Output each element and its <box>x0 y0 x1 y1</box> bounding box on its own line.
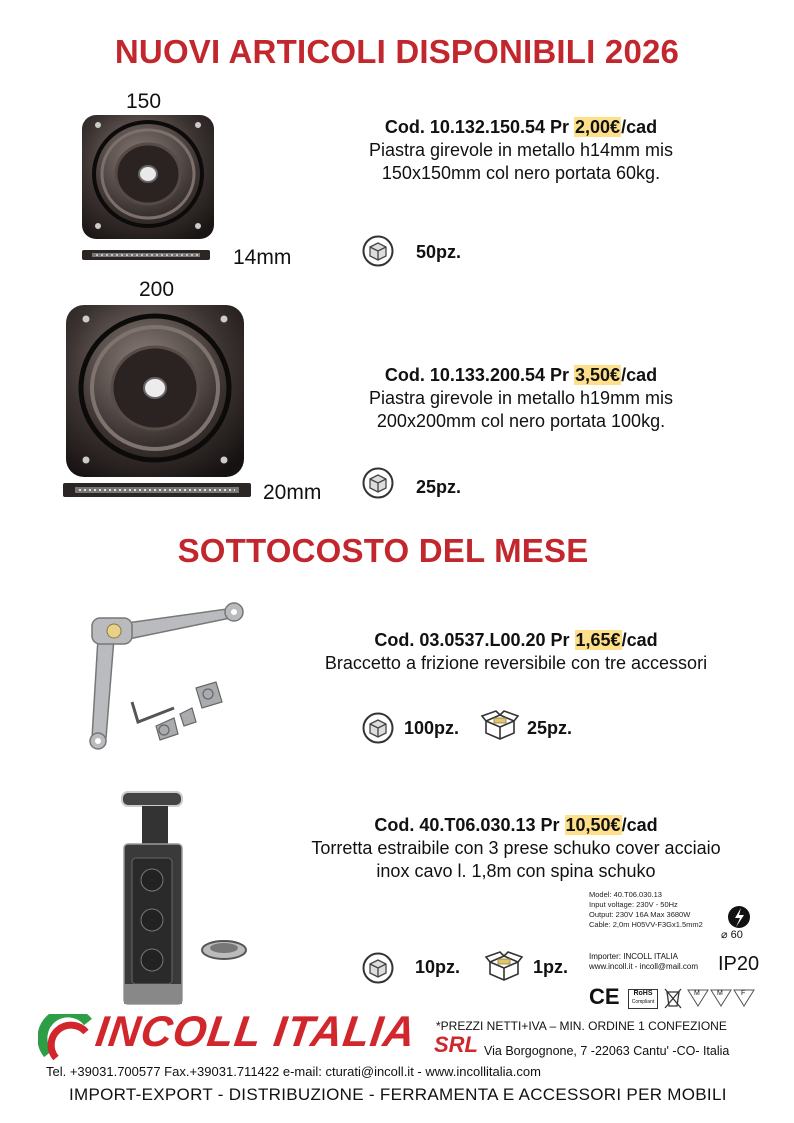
footer-tagline: IMPORT-EXPORT - DISTRIBUZIONE - FERRAMENTA E ACCESSORI PER MOBILI <box>69 1085 727 1104</box>
product-3-text <box>266 629 766 675</box>
product-4-qty-carton: 1pz. <box>533 957 569 977</box>
label-cable: Cable: 2,0m H05VV-F3Gx1.5mm2 <box>589 920 703 929</box>
section-title-sottocosto: SOTTOCOSTO DEL MESE <box>177 532 589 569</box>
product-4-text <box>266 814 766 883</box>
footer-price-note: *PREZZI NETTI+IVA – MIN. ORDINE 1 CONFEZIONE <box>436 1019 727 1033</box>
product-label-specs <box>589 890 703 930</box>
product-3-qty-carton: 25pz. <box>527 718 573 738</box>
footer-address: Via Borgognone, 7 -22063 Cantu' -CO- Italia <box>484 1044 730 1058</box>
label-diameter: ⌀ 60 <box>721 929 743 941</box>
box-icon <box>362 467 394 499</box>
product-2-desc-line1: Piastra girevole in metallo h19mm mis <box>368 388 674 408</box>
weee-bin-icon <box>662 986 684 1010</box>
box-icon <box>362 952 394 984</box>
height-label-14mm: 14mm <box>233 246 292 269</box>
product-4-qty-box: 10pz. <box>415 957 461 977</box>
product-1-price: 2,00€ <box>575 117 621 137</box>
label-ip-rating: IP20 <box>718 953 760 975</box>
product-2-price: 3,50€ <box>575 365 621 385</box>
product-4-desc-line2: inox cavo l. 1,8m con spina schuko <box>376 861 656 881</box>
product-1-text <box>316 116 726 185</box>
swivel-plate-200-image <box>62 302 248 480</box>
label-web: www.incoll.it - incoll@mail.com <box>589 962 699 971</box>
rohs-mark: RoHS Compliant <box>628 989 658 1009</box>
product-1-code: Cod. 10.132.150.54 Pr 2,00€/cad <box>384 117 658 137</box>
size-label-150: 150 <box>126 90 162 113</box>
product-1-desc-line1: Piastra girevole in metallo h14mm mis <box>368 140 674 160</box>
label-voltage: Input voltage: 230V - 50Hz <box>589 900 678 909</box>
label-importer: Importer: INCOLL ITALIA <box>589 952 678 961</box>
box-icon <box>362 712 394 744</box>
box-icon <box>362 235 394 267</box>
page-title: NUOVI ARTICOLI DISPONIBILI 2026 <box>114 33 680 70</box>
swivel-plate-150-image <box>78 112 218 242</box>
label-output: Output: 230V 16A Max 3680W <box>589 910 691 919</box>
product-3-price: 1,65€ <box>575 630 621 650</box>
product-3-code: Cod. 03.0537.L00.20 Pr 1,65€/cad <box>374 630 658 650</box>
furniture-mark-1: M <box>694 990 700 997</box>
product-2-qty-box: 25pz. <box>416 477 462 497</box>
friction-stay-image <box>84 598 250 758</box>
product-4-price: 10,50€ <box>565 815 621 835</box>
product-2-text <box>316 364 726 433</box>
height-label-20mm: 20mm <box>263 481 322 504</box>
label-model: Model: 40.T06.030.13 <box>589 890 662 899</box>
size-label-200: 200 <box>139 278 175 301</box>
product-1-desc-line2: 150x150mm col nero portata 60kg. <box>381 163 661 183</box>
product-1-qty-box: 50pz. <box>416 242 462 262</box>
carton-icon <box>484 950 524 982</box>
socket-tower-image <box>112 788 252 1010</box>
product-2-code: Cod. 10.133.200.54 Pr 3,50€/cad <box>384 365 658 385</box>
furniture-mark-2: M <box>717 990 723 997</box>
footer-contacts: Tel. +39031.700577 Fax.+39031.711422 e-mail: cturati@incoll.it - www.incollitalia.com <box>46 1064 541 1079</box>
ce-mark: CE <box>589 984 620 1009</box>
product-3-qty-box: 100pz. <box>404 718 460 738</box>
product-4-code: Cod. 40.T06.030.13 Pr 10,50€/cad <box>374 815 658 835</box>
product-4-desc-line1: Torretta estraibile con 3 prese schuko cover acciaio <box>311 838 721 858</box>
carton-icon <box>480 709 520 741</box>
label-importer-block <box>589 952 698 972</box>
furniture-mark-3: F <box>741 990 746 997</box>
product-3-desc-line1: Braccetto a frizione reversibile con tre accessori <box>324 653 708 673</box>
brand-name: INCOLL ITALIA <box>92 1008 419 1056</box>
swivel-plate-150-side-image <box>82 246 212 264</box>
brand-suffix: SRL <box>434 1032 478 1057</box>
product-2-desc-line2: 200x200mm col nero portata 100kg. <box>376 411 666 431</box>
swivel-plate-200-side-image <box>63 480 253 500</box>
